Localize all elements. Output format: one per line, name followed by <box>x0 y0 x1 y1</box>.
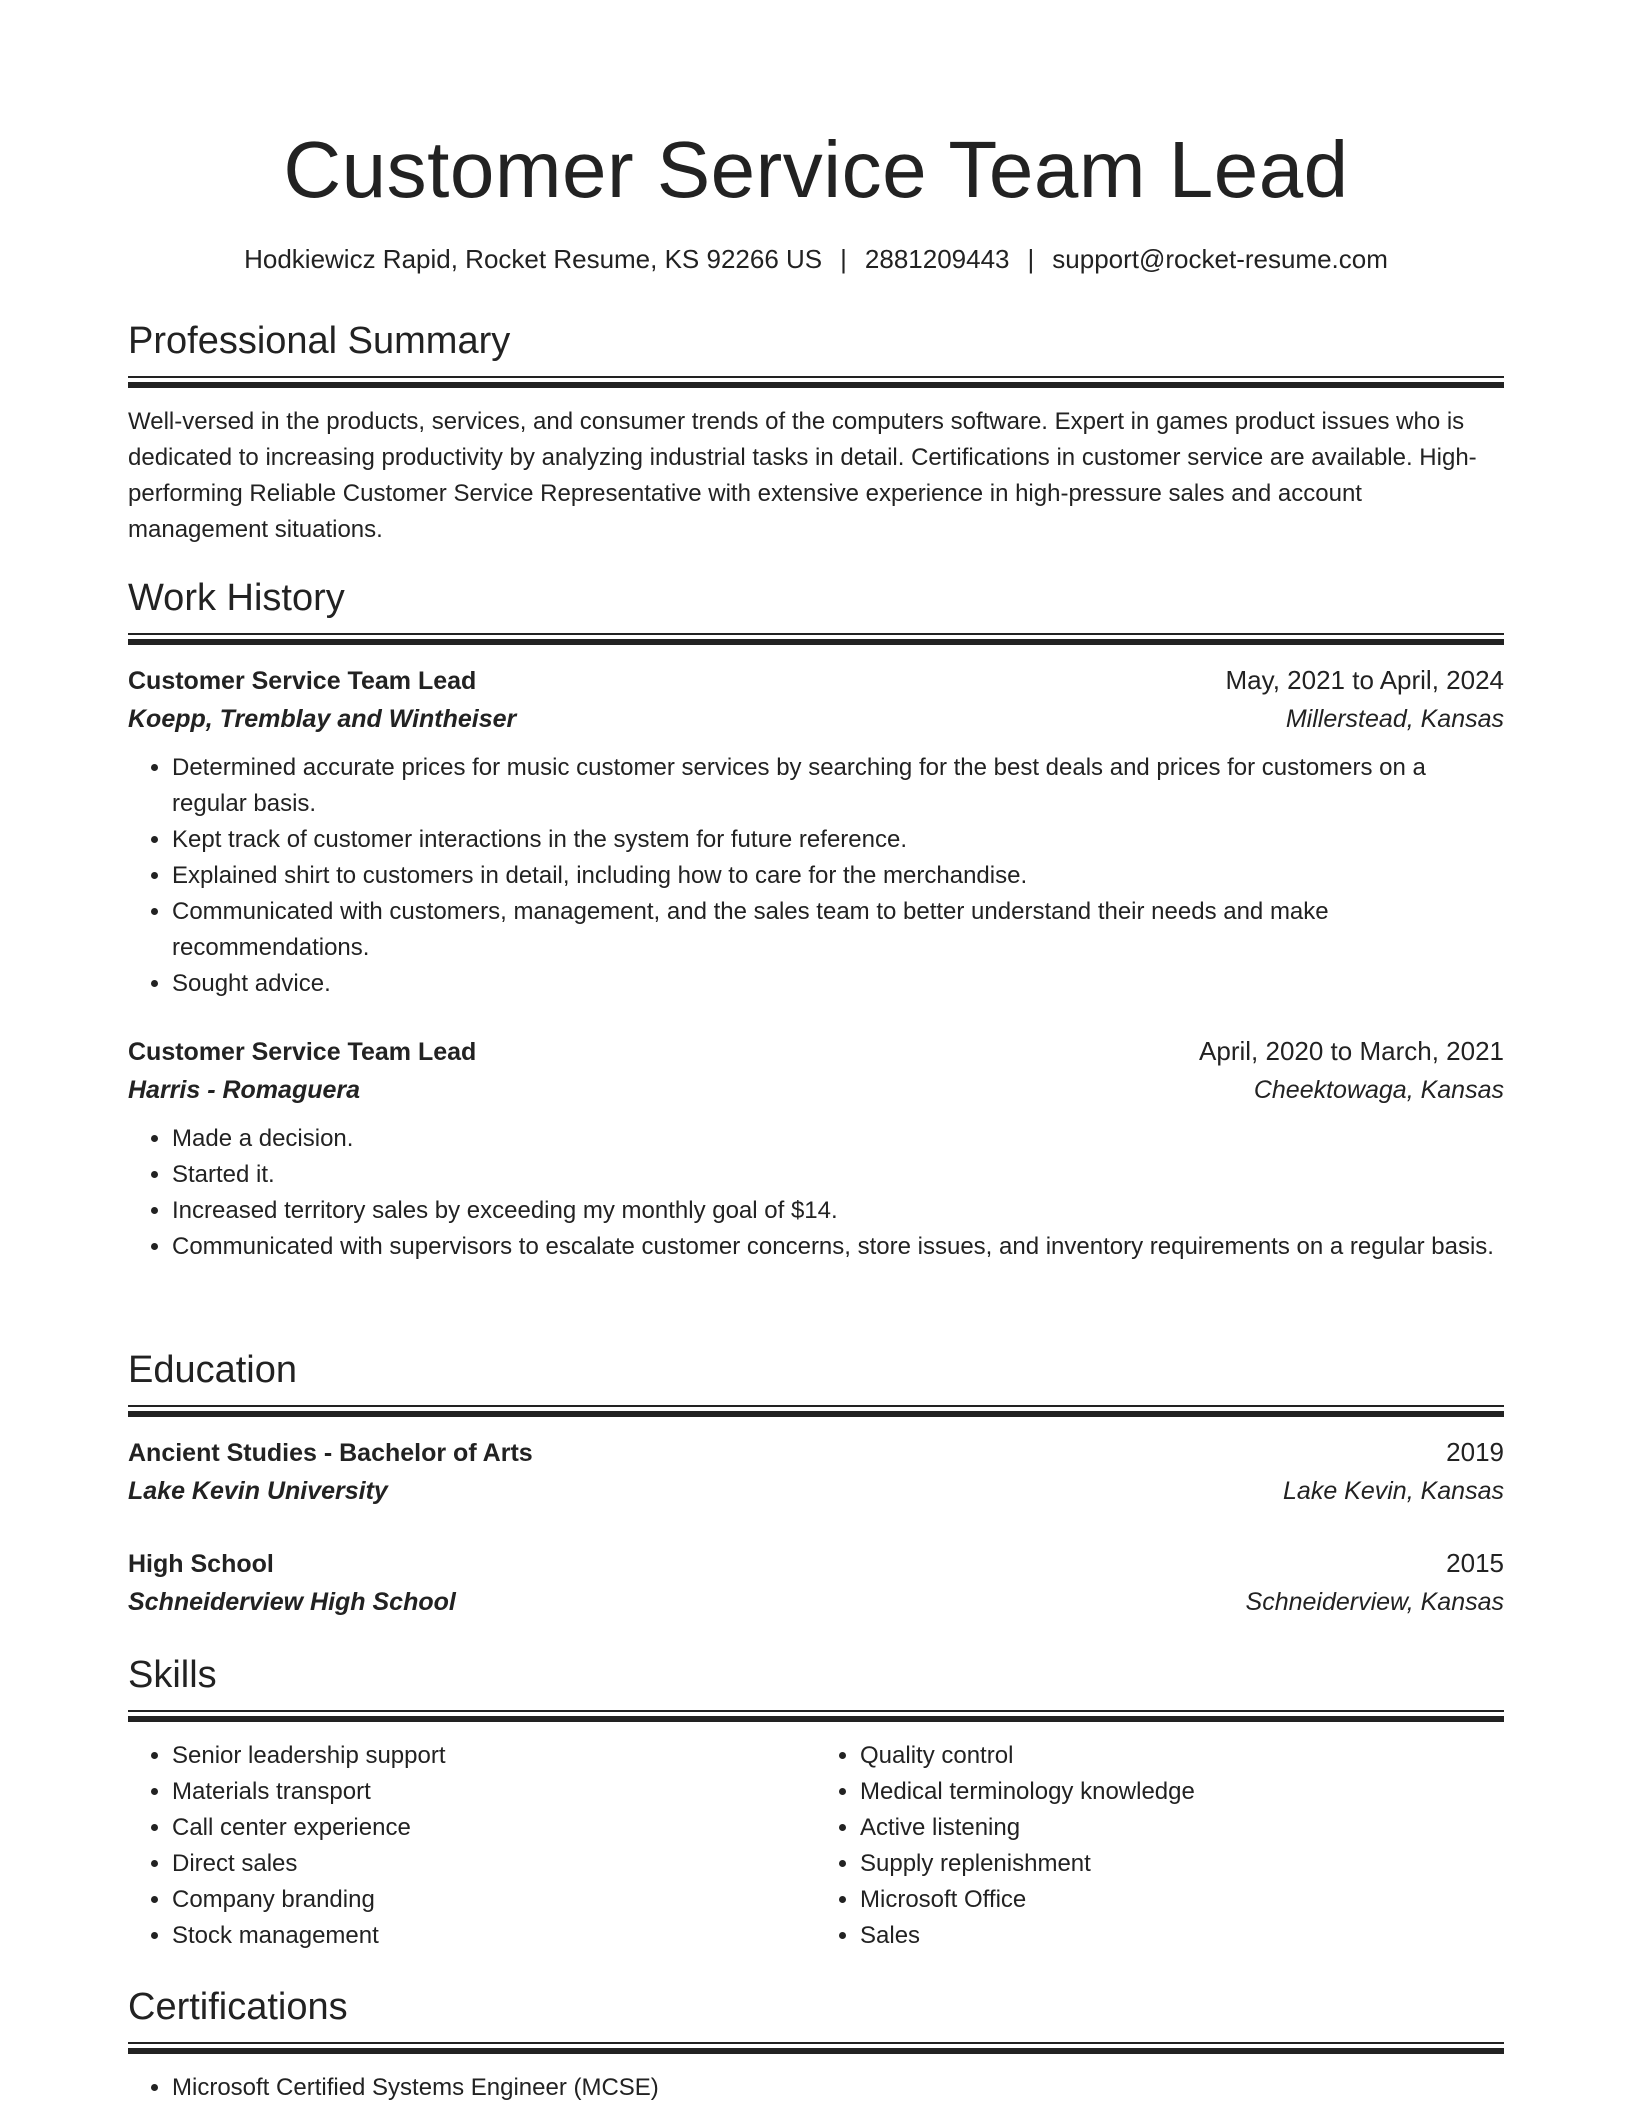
skills-list-right <box>816 1738 1504 1954</box>
section-divider <box>128 1405 1504 1417</box>
job-company: Harris - Romaguera <box>128 1076 361 1104</box>
candidate-name: Customer Service Team Lead <box>283 125 1349 214</box>
contact-separator: | <box>1027 244 1035 274</box>
skill-item: • Stock management <box>172 1918 816 1954</box>
work-history-section <box>128 575 1504 1265</box>
job-bullet: • Determined accurate prices for music customer services by searching for the best deals and prices for customers on a regular basis. <box>172 750 1504 822</box>
job-header <box>128 661 1504 700</box>
skill-item: • Microsoft Office <box>860 1882 1504 1918</box>
job-bullets <box>128 750 1504 1002</box>
education-school: Lake Kevin University <box>128 1477 388 1505</box>
job-entry <box>128 1032 1504 1265</box>
job-bullet: • Started it. <box>172 1157 1504 1193</box>
job-company: Koepp, Tremblay and Wintheiser <box>128 705 517 733</box>
skill-item: • Active listening <box>860 1810 1504 1846</box>
job-bullet: • Made a decision. <box>172 1121 1504 1157</box>
contact-phone: 2881209443 <box>864 244 1010 274</box>
skill-item: • Sales <box>860 1918 1504 1954</box>
skill-item: • Supply replenishment <box>860 1846 1504 1882</box>
education-year: 2019 <box>1446 1437 1504 1467</box>
contact-email: support@rocket-resume.com <box>1052 244 1388 274</box>
job-bullet: • Increased territory sales by exceeding my monthly goal of $14. <box>172 1193 1504 1229</box>
section-title-education: Education <box>128 1349 298 1391</box>
job-title: Customer Service Team Lead <box>128 667 477 695</box>
education-degree: High School <box>128 1550 274 1578</box>
certifications-section <box>128 1984 1504 2106</box>
skill-item: • Materials transport <box>172 1774 816 1810</box>
skill-item: • Direct sales <box>172 1846 816 1882</box>
education-location: Schneiderview, Kansas <box>1245 1588 1504 1616</box>
job-dates: April, 2020 to March, 2021 <box>1199 1036 1504 1066</box>
section-divider <box>128 633 1504 645</box>
education-header <box>128 1544 1504 1583</box>
contact-separator: | <box>840 244 847 274</box>
contact-line <box>128 242 1504 276</box>
skills-section <box>128 1652 1504 1954</box>
section-divider <box>128 376 1504 388</box>
skills-list-left <box>128 1738 816 1954</box>
education-subheader <box>128 1583 1504 1621</box>
summary-text: Well-versed in the products, services, and consumer trends of the computers software. Expert in games product issues who is dedicated to increasing productivity by analyzing industrial tasks in detail. Certifications in customer service are available. High-performing Reliable Customer Service Representative with extensive experience in high-pressure sales and account management situations. <box>128 408 1477 543</box>
section-title-summary: Professional Summary <box>128 320 511 362</box>
job-subheader <box>128 1071 1504 1109</box>
job-location: Cheektowaga, Kansas <box>1253 1076 1504 1104</box>
education-school: Schneiderview High School <box>128 1588 456 1616</box>
education-location: Lake Kevin, Kansas <box>1283 1477 1504 1505</box>
section-divider <box>128 1710 1504 1722</box>
job-title: Customer Service Team Lead <box>128 1038 477 1066</box>
certification-item: • Microsoft Certified Systems Engineer (MCSE) <box>172 2070 1504 2106</box>
job-bullets <box>128 1121 1504 1265</box>
section-title-work-history: Work History <box>128 577 345 619</box>
job-entry <box>128 661 1504 1002</box>
section-divider <box>128 2042 1504 2054</box>
education-degree: Ancient Studies - Bachelor of Arts <box>128 1439 533 1467</box>
job-bullet: • Communicated with customers, management, and the sales team to better understand their needs and make recommendations. <box>172 894 1504 966</box>
skill-item: • Medical terminology knowledge <box>860 1774 1504 1810</box>
skill-item: • Quality control <box>860 1738 1504 1774</box>
skills-columns <box>128 1738 1504 1954</box>
job-bullet: • Explained shirt to customers in detail, including how to care for the merchandise. <box>172 858 1504 894</box>
job-bullet: • Kept track of customer interactions in the system for future reference. <box>172 822 1504 858</box>
section-title-skills: Skills <box>128 1654 217 1696</box>
job-bullet: • Communicated with supervisors to escalate customer concerns, store issues, and inventory requirements on a regular basis. <box>172 1229 1504 1265</box>
skill-item: • Call center experience <box>172 1810 816 1846</box>
job-bullet: • Sought advice. <box>172 966 1504 1002</box>
education-section <box>128 1347 1504 1621</box>
resume-page <box>128 0 1504 2101</box>
education-subheader <box>128 1472 1504 1510</box>
section-title-certifications: Certifications <box>128 1986 348 2028</box>
job-subheader <box>128 700 1504 738</box>
job-header <box>128 1032 1504 1071</box>
education-entry <box>128 1544 1504 1621</box>
skill-item: • Company branding <box>172 1882 816 1918</box>
certifications-list <box>128 2070 1504 2106</box>
education-header <box>128 1433 1504 1472</box>
summary-section <box>128 318 1504 548</box>
education-entry <box>128 1433 1504 1510</box>
education-year: 2015 <box>1446 1548 1504 1578</box>
contact-address: Hodkiewicz Rapid, Rocket Resume, KS 92266 US <box>244 244 823 274</box>
job-location: Millerstead, Kansas <box>1285 705 1504 733</box>
skill-item: • Senior leadership support <box>172 1738 816 1774</box>
job-dates: May, 2021 to April, 2024 <box>1225 665 1504 695</box>
